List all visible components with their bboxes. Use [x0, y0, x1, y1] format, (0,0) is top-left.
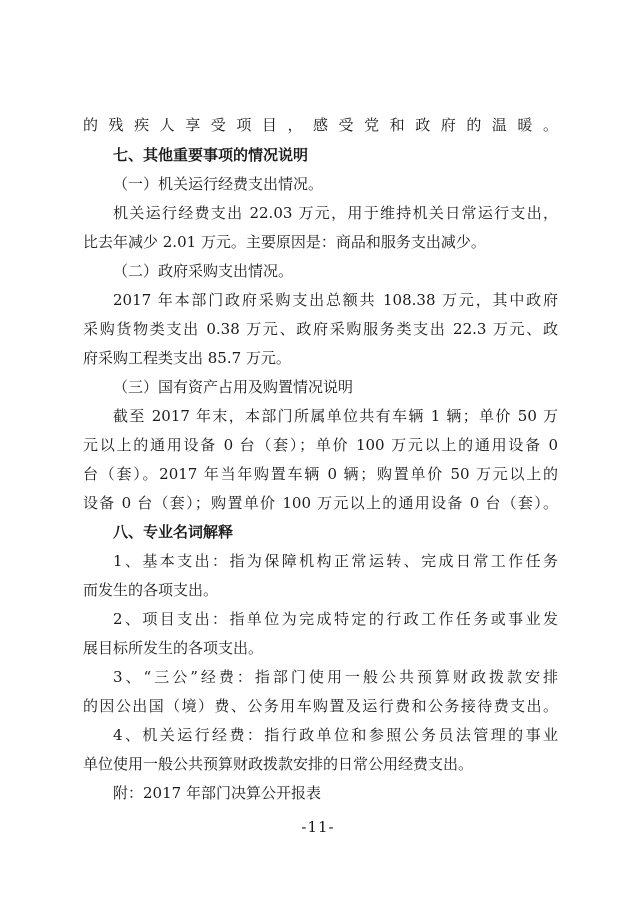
- subsection-heading: （三）国有资产占用及购置情况说明: [113, 378, 354, 396]
- definition-line: 展目标所发生的各项支出。: [83, 639, 264, 657]
- attachment-note: 附：2017 年部门决算公开报表: [113, 784, 321, 802]
- definition-line: 2、项目支出：指单位为完成特定的行政工作任务或事业发: [113, 610, 558, 628]
- subsection-heading: （二）政府采购支出情况。: [113, 262, 294, 280]
- paragraph-line: 机关运行经费支出 22.03 万元，用于维持机关日常运行支出，: [113, 204, 558, 222]
- paragraph-line: 截至 2017 年末，本部门所属单位共有车辆 1 辆；单价 50 万: [113, 407, 558, 425]
- paragraph-line: 元以上的通用设备 0 台（套）；单价 100 万元以上的通用设备 0: [83, 436, 558, 454]
- paragraph-line: 设备 0 台（套）；购置单价 100 万元以上的通用设备 0 台（套）。: [83, 494, 558, 512]
- paragraph-line: 采购货物类支出 0.38 万元、政府采购服务类支出 22.3 万元、政: [83, 320, 558, 338]
- paragraph-line: 府采购工程类支出 85.7 万元。: [83, 349, 291, 367]
- definition-line: 1、基本支出：指为保障机构正常运转、完成日常工作任务: [113, 552, 558, 570]
- paragraph-line: 2017 年本部门政府采购支出总额共 108.38 万元，其中政府: [113, 291, 558, 309]
- paragraph-line: 的残疾人享受项目，感受党和政府的温暖。: [83, 116, 558, 134]
- section-heading: 八、专业名词解释: [113, 523, 234, 541]
- section-heading: 七、其他重要事项的情况说明: [113, 146, 309, 164]
- paragraph-line: 台（套）。2017 年当年购置车辆 0 辆；购置单价 50 万元以上的: [83, 465, 558, 483]
- definition-line: 3、“三公”经费：指部门使用一般公共预算财政拨款安排: [113, 668, 558, 686]
- subsection-heading: （一）机关运行经费支出情况。: [113, 175, 324, 193]
- definition-line: 而发生的各项支出。: [83, 581, 219, 599]
- page-number: -11-: [301, 818, 335, 836]
- paragraph-line: 比去年减少 2.01 万元。主要原因是：商品和服务支出减少。: [83, 233, 486, 251]
- definition-line: 4、机关运行经费：指行政单位和参照公务员法管理的事业: [113, 726, 558, 744]
- definition-line: 单位使用一般公共预算财政拨款安排的日常公用经费支出。: [83, 755, 474, 773]
- definition-line: 的因公出国（境）费、公务用车购置及运行费和公务接待费支出。: [83, 697, 558, 715]
